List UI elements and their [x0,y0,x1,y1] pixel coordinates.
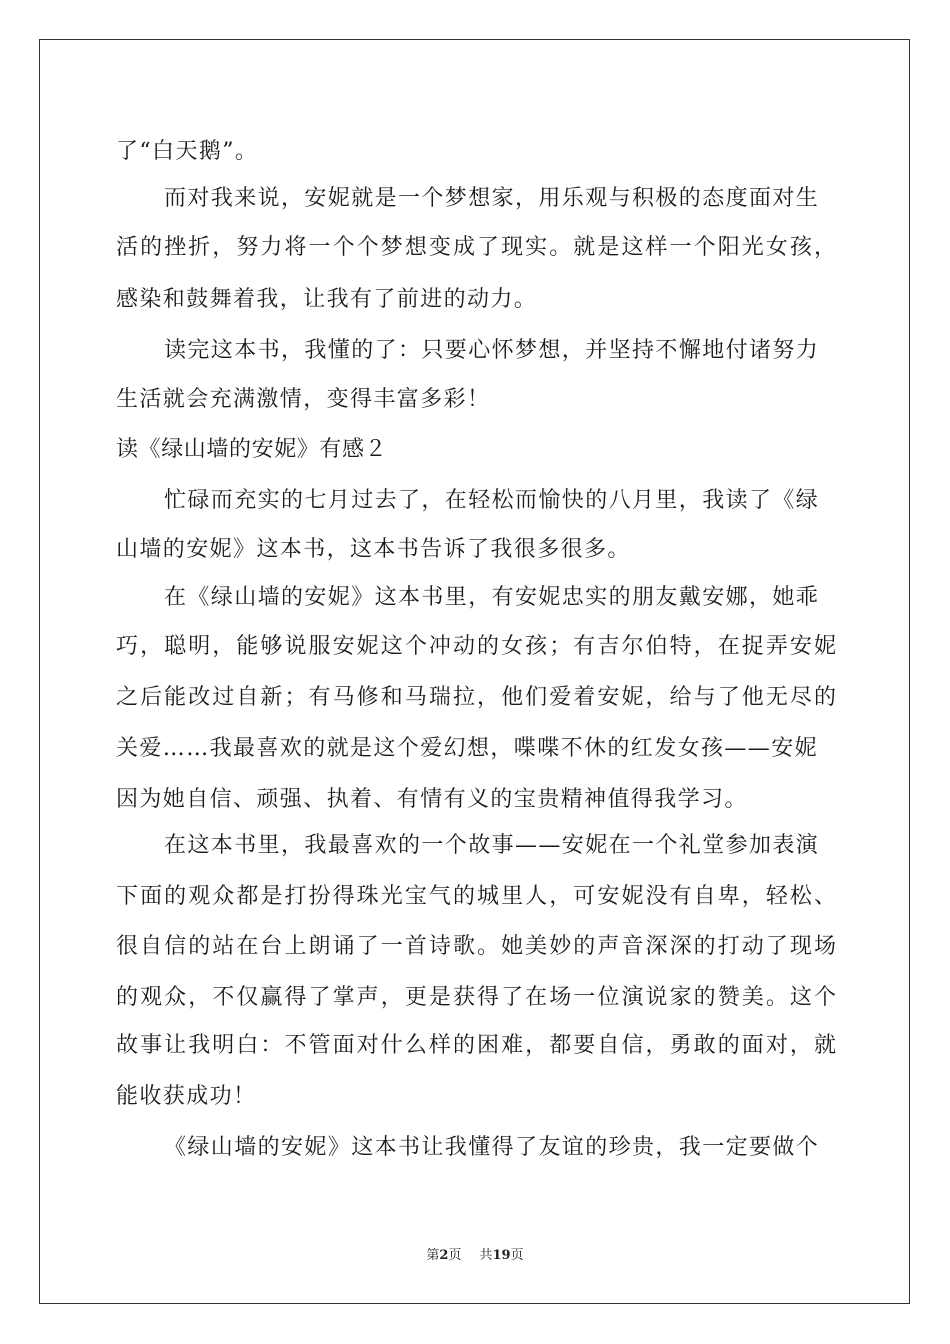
text-line: 的观众，不仅赢得了掌声，更是获得了在场一位演说家的赞美。这个 [116,985,836,1010]
text-line: 山墙的安妮》这本书，这本书告诉了我很多很多。 [116,537,631,562]
text-line: 因为她自信、顽强、执着、有情有义的宝贵精神值得我学习。 [116,787,748,812]
page-label-suffix: 页 [448,1248,462,1263]
paragraph-line: 忙碌而充实的七月过去了，在轻松而愉快的八月里，我读了《绿 [164,488,820,513]
total-label-suffix: 页 [510,1248,524,1263]
paragraph-line: 《绿山墙的安妮》这本书让我懂得了友谊的珍贵，我一定要做个 [164,1135,820,1160]
text-line: 巧，聪明，能够说服安妮这个冲动的女孩；有吉尔伯特，在捉弄安妮 [116,634,836,659]
paragraph-line: 在这本书里，我最喜欢的一个故事——安妮在一个礼堂参加表演 [164,833,820,858]
text-line: 能收获成功！ [116,1084,257,1109]
text-line: 很自信的站在台上朗诵了一首诗歌。她美妙的声音深深的打动了现场 [116,934,836,959]
page-footer [0,1247,950,1265]
text-line: 了“白天鹅”。 [116,139,259,164]
text-line: 故事让我明白：不管面对什么样的困难，都要自信，勇敢的面对，就 [116,1033,836,1058]
paragraph-line: 而对我来说，安妮就是一个梦想家，用乐观与积极的态度面对生 [164,186,820,211]
paragraph-line: 读完这本书，我懂的了：只要心怀梦想，并坚持不懈地付诸努力 [164,338,820,363]
text-line: 关爱……我最喜欢的就是这个爱幻想，喋喋不休的红发女孩——安妮 [116,736,819,761]
text-line: 下面的观众都是打扮得珠光宝气的城里人，可安妮没有自卑，轻松、 [116,884,836,909]
text-line: 感染和鼓舞着我，让我有了前进的动力。 [116,287,538,312]
text-line: 生活就会充满激情，变得丰富多彩！ [116,387,491,412]
page-label-prefix: 第 [426,1248,440,1263]
section-heading: 读《绿山墙的安妮》有感２ [116,437,388,462]
page-border [39,39,910,1304]
current-page-number: 2 [439,1248,449,1263]
text-line: 活的挫折，努力将一个个梦想变成了现实。就是这样一个阳光女孩， [116,235,836,260]
total-page-count: 19 [492,1248,511,1263]
total-label-prefix: 共 [479,1248,493,1263]
text-line: 之后能改过自新；有马修和马瑞拉，他们爱着安妮，给与了他无尽的 [116,685,836,710]
paragraph-line: 在《绿山墙的安妮》这本书里，有安妮忠实的朋友戴安娜，她乖 [164,585,820,610]
